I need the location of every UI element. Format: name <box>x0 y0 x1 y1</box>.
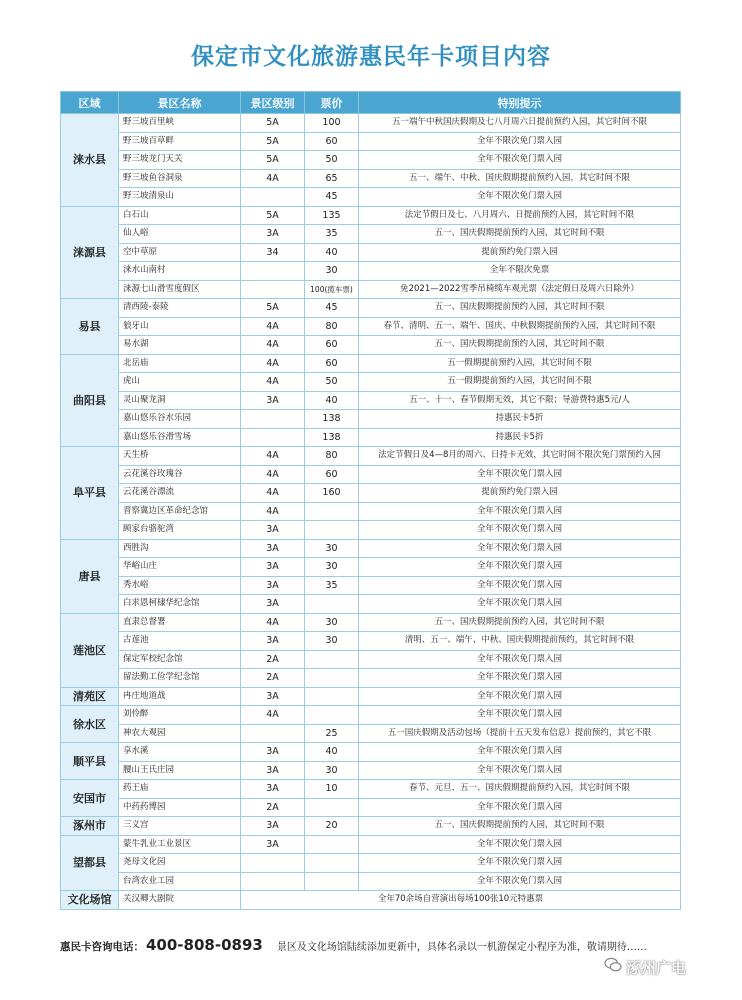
scenic-level: 3A <box>241 835 305 854</box>
attraction-name: 空中草原 <box>119 243 241 262</box>
ticket-price: 100(揽车票) <box>305 280 359 299</box>
table-row <box>61 114 681 133</box>
attraction-name: 古莲池 <box>119 632 241 651</box>
table-row <box>61 484 681 503</box>
ticket-price: 60 <box>305 336 359 355</box>
scenic-level: 4A <box>241 484 305 503</box>
special-note: 全年不限次免门票入园 <box>359 465 681 484</box>
scenic-level: 3A <box>241 539 305 558</box>
scenic-level: 5A <box>241 132 305 151</box>
special-note: 春节、元旦、五一、国庆假期提前预约入园，其它时间不限 <box>359 780 681 799</box>
special-note: 全年不限次免门票入园 <box>359 761 681 780</box>
ticket-price: 40 <box>305 743 359 762</box>
scenic-level: 3A <box>241 687 305 706</box>
ticket-price <box>305 706 359 725</box>
scenic-level <box>241 188 305 207</box>
ticket-price <box>305 854 359 873</box>
region-cell: 涞源县 <box>61 206 119 299</box>
scenic-level <box>241 262 305 281</box>
ticket-price: 138 <box>305 428 359 447</box>
special-note: 全年不限次免门票入园 <box>359 558 681 577</box>
region-cell: 阜平县 <box>61 447 119 540</box>
ticket-price: 135 <box>305 206 359 225</box>
scenic-level: 3A <box>241 576 305 595</box>
scenic-level: 5A <box>241 299 305 318</box>
special-note: 提前预约免门票入园 <box>359 243 681 262</box>
table-row <box>61 632 681 651</box>
attraction-name: 云花溪谷玫瑰谷 <box>119 465 241 484</box>
ticket-price: 45 <box>305 188 359 207</box>
table-row <box>61 502 681 521</box>
ticket-price: 65 <box>305 169 359 188</box>
table-row <box>61 650 681 669</box>
special-note: 全年不限次免门票入园 <box>359 669 681 688</box>
ticket-price <box>305 669 359 688</box>
special-note: 全年不限次免门票入园 <box>359 576 681 595</box>
table-row <box>61 798 681 817</box>
ticket-price: 60 <box>305 354 359 373</box>
attraction-name: 中药药博园 <box>119 798 241 817</box>
scenic-level <box>241 854 305 873</box>
table-row <box>61 225 681 244</box>
scenic-level: 5A <box>241 114 305 133</box>
ticket-price: 40 <box>305 391 359 410</box>
attraction-name: 易水湖 <box>119 336 241 355</box>
table-row <box>61 280 681 299</box>
special-note: 提前预约免门票入园 <box>359 484 681 503</box>
attraction-name: 蒙牛乳业工业景区 <box>119 835 241 854</box>
special-note: 全年不限次免门票入园 <box>359 854 681 873</box>
ticket-price <box>305 502 359 521</box>
attraction-name: 冉庄地道战 <box>119 687 241 706</box>
ticket-price: 80 <box>305 447 359 466</box>
scenic-level: 2A <box>241 669 305 688</box>
scenic-level: 3A <box>241 225 305 244</box>
attractions-table <box>60 91 681 910</box>
scenic-level: 2A <box>241 798 305 817</box>
attraction-name: 腰山王氏庄园 <box>119 761 241 780</box>
scenic-level: 3A <box>241 817 305 836</box>
table-row <box>61 780 681 799</box>
table-body <box>61 114 681 910</box>
attraction-name: 白求恩柯棣华纪念馆 <box>119 595 241 614</box>
table-row <box>61 299 681 318</box>
ticket-price <box>305 835 359 854</box>
special-note: 持惠民卡5折 <box>359 428 681 447</box>
scenic-level: 34 <box>241 243 305 262</box>
ticket-price: 35 <box>305 225 359 244</box>
table-row <box>61 743 681 762</box>
special-note: 五一假期提前预约入园，其它时间不限 <box>359 354 681 373</box>
region-cell: 文化场馆 <box>61 891 119 910</box>
ticket-price: 30 <box>305 558 359 577</box>
table-row <box>61 706 681 725</box>
attraction-name: 享水溪 <box>119 743 241 762</box>
attraction-name: 直隶总督署 <box>119 613 241 632</box>
table-row <box>61 761 681 780</box>
special-note: 全年不限次免门票入园 <box>359 521 681 540</box>
special-note: 五一假期提前预约入园，其它时间不限 <box>359 373 681 392</box>
scenic-level: 4A <box>241 373 305 392</box>
region-cell: 唐县 <box>61 539 119 613</box>
special-note: 清明、五一、端午、中秋、国庆假期提前预约，其它时间不限 <box>359 632 681 651</box>
special-note: 五一、国庆假期提前预约入园，其它时间不限 <box>359 299 681 318</box>
table-row <box>61 354 681 373</box>
table-row <box>61 872 681 891</box>
special-note: 全年不限次免门票入园 <box>359 687 681 706</box>
scenic-level: 4A <box>241 317 305 336</box>
ticket-price: 50 <box>305 151 359 170</box>
special-note: 全年不限次免门票入园 <box>359 872 681 891</box>
attraction-name: 刘伶醉 <box>119 706 241 725</box>
ticket-price: 100 <box>305 114 359 133</box>
table-row <box>61 391 681 410</box>
special-note: 全年不限次免门票入园 <box>359 188 681 207</box>
ticket-price: 30 <box>305 632 359 651</box>
table-row <box>61 151 681 170</box>
ticket-price <box>305 650 359 669</box>
attraction-name: 关汉卿大剧院 <box>119 891 241 910</box>
ticket-price: 30 <box>305 539 359 558</box>
scenic-level: 4A <box>241 336 305 355</box>
attraction-name: 仙人峪 <box>119 225 241 244</box>
region-cell: 莲池区 <box>61 613 119 687</box>
ticket-price: 50 <box>305 373 359 392</box>
scenic-level <box>241 280 305 299</box>
table-row <box>61 835 681 854</box>
attraction-name: 尧母文化园 <box>119 854 241 873</box>
table-row <box>61 410 681 429</box>
table-row <box>61 206 681 225</box>
region-cell: 涿州市 <box>61 817 119 836</box>
ticket-price: 80 <box>305 317 359 336</box>
special-note: 全年不限次免门票入园 <box>359 539 681 558</box>
attraction-name: 野三坡百草畔 <box>119 132 241 151</box>
table-header-row <box>61 92 681 114</box>
table-row <box>61 891 681 910</box>
special-note: 全年不限次免门票入园 <box>359 502 681 521</box>
attraction-name: 药王庙 <box>119 780 241 799</box>
special-note: 全年不限次免门票入园 <box>359 132 681 151</box>
region-cell: 涞水县 <box>61 114 119 207</box>
ticket-price <box>305 595 359 614</box>
scenic-level: 4A <box>241 613 305 632</box>
ticket-price <box>305 872 359 891</box>
ticket-price: 30 <box>305 613 359 632</box>
special-note: 五一国庆假期及活动包场（提前十五天发布信息）提前预约，其它不限 <box>359 724 681 743</box>
scenic-level: 2A <box>241 650 305 669</box>
special-note: 五一、国庆假期提前预约入园，其它时间不限 <box>359 336 681 355</box>
special-note: 法定节假日及七、八月周六、日提前预约入园，其它时间不限 <box>359 206 681 225</box>
table-row <box>61 188 681 207</box>
footer <box>60 936 700 954</box>
attraction-name: 野三坡百里峡 <box>119 114 241 133</box>
special-note: 持惠民卡5折 <box>359 410 681 429</box>
attraction-name: 虎山 <box>119 373 241 392</box>
special-note: 五一端午中秋国庆假期及七八月周六日提前预约入园，其它时间不限 <box>359 114 681 133</box>
header-price: 票价 <box>305 92 359 114</box>
table-row <box>61 539 681 558</box>
scenic-level: 3A <box>241 761 305 780</box>
attraction-name: 晋察冀边区革命纪念馆 <box>119 502 241 521</box>
table-row <box>61 428 681 447</box>
ticket-price: 60 <box>305 465 359 484</box>
attraction-name: 灵山聚龙洞 <box>119 391 241 410</box>
table-row <box>61 576 681 595</box>
attraction-name: 神农大观园 <box>119 724 241 743</box>
region-cell: 安国市 <box>61 780 119 817</box>
ticket-price: 60 <box>305 132 359 151</box>
scenic-level: 3A <box>241 780 305 799</box>
scenic-level: 3A <box>241 743 305 762</box>
table-row <box>61 595 681 614</box>
ticket-price: 30 <box>305 761 359 780</box>
page-title: 保定市文化旅游惠民年卡项目内容 <box>191 44 551 70</box>
footer-note: 景区及文化场馆陆续添加更新中，具体名录以一机游保定小程序为准，敬请期待…… <box>276 942 647 953</box>
scenic-level: 4A <box>241 169 305 188</box>
ticket-price <box>305 687 359 706</box>
attraction-name: 顾家台骆驼湾 <box>119 521 241 540</box>
special-note: 五一、十一、春节假期无效，其它不限；导游费特惠5元/人 <box>359 391 681 410</box>
special-note: 全年不限次免门票入园 <box>359 650 681 669</box>
scenic-level: 4A <box>241 502 305 521</box>
header-level: 景区级别 <box>241 92 305 114</box>
table-row <box>61 669 681 688</box>
header-region: 区域 <box>61 92 119 114</box>
special-note: 春节、清明、五一、端午、国庆、中秋假期提前预约入园，其它时间不限 <box>359 317 681 336</box>
table-row <box>61 373 681 392</box>
special-note: 全年不限次免门票入园 <box>359 743 681 762</box>
ticket-price: 160 <box>305 484 359 503</box>
table-row <box>61 336 681 355</box>
ticket-price <box>305 798 359 817</box>
ticket-price: 20 <box>305 817 359 836</box>
attraction-name: 清西陵-泰陵 <box>119 299 241 318</box>
table-row <box>61 558 681 577</box>
table-row <box>61 132 681 151</box>
special-note: 全年不限次免门票入园 <box>359 835 681 854</box>
special-note: 五一、国庆假期提前预约入园，其它时间不限 <box>359 225 681 244</box>
region-cell: 清苑区 <box>61 687 119 706</box>
special-note: 全年不限次免门票入园 <box>359 595 681 614</box>
scenic-level: 4A <box>241 447 305 466</box>
attraction-name: 台湾农业工园 <box>119 872 241 891</box>
special-note: 全年不限次免票 <box>359 262 681 281</box>
scenic-level <box>241 724 305 743</box>
wechat-icon <box>604 957 622 977</box>
attraction-name: 嘉山悠乐谷水乐园 <box>119 410 241 429</box>
ticket-price: 45 <box>305 299 359 318</box>
table-row <box>61 521 681 540</box>
attraction-name: 秀水峪 <box>119 576 241 595</box>
ticket-price: 35 <box>305 576 359 595</box>
region-cell: 曲阳县 <box>61 354 119 447</box>
region-cell: 易县 <box>61 299 119 355</box>
scenic-level: 4A <box>241 706 305 725</box>
table-row <box>61 687 681 706</box>
ticket-price: 40 <box>305 243 359 262</box>
table-row <box>61 169 681 188</box>
special-note: 全年不限次免门票入园 <box>359 151 681 170</box>
scenic-level: 4A <box>241 354 305 373</box>
scenic-level <box>241 410 305 429</box>
ticket-price: 25 <box>305 724 359 743</box>
table-row <box>61 465 681 484</box>
attraction-name: 涞水山南村 <box>119 262 241 281</box>
scenic-level: 3A <box>241 595 305 614</box>
attraction-name: 涞源七山滑雪度假区 <box>119 280 241 299</box>
attraction-name: 北岳庙 <box>119 354 241 373</box>
attraction-name: 狼牙山 <box>119 317 241 336</box>
scenic-level: 3A <box>241 521 305 540</box>
attraction-name: 三义宫 <box>119 817 241 836</box>
special-note: 全年70余场自营演出每场100张10元特惠票 <box>241 891 681 910</box>
table-row <box>61 262 681 281</box>
watermark <box>604 957 686 977</box>
table-row <box>61 724 681 743</box>
table-row <box>61 447 681 466</box>
attraction-name: 云花溪谷漂流 <box>119 484 241 503</box>
scenic-level <box>241 428 305 447</box>
hotline-phone: 400-808-0893 <box>146 936 263 954</box>
table-row <box>61 854 681 873</box>
scenic-level: 3A <box>241 558 305 577</box>
table-row <box>61 243 681 262</box>
special-note: 全年不限次免门票入园 <box>359 798 681 817</box>
footer-label: 惠民卡咨询电话： <box>60 941 144 953</box>
ticket-price <box>305 521 359 540</box>
header-name: 景区名称 <box>119 92 241 114</box>
special-note: 法定节假日及4—8月的周六、日持卡无效，其它时间不限次免门票预约入园 <box>359 447 681 466</box>
attraction-name: 白石山 <box>119 206 241 225</box>
scenic-level: 5A <box>241 206 305 225</box>
special-note: 免2021—2022雪季吊椅缆车观光票（法定假日及周六日除外） <box>359 280 681 299</box>
attraction-name: 野三坡清泉山 <box>119 188 241 207</box>
special-note: 五一、国庆假期提前预约入园，其它时间不限 <box>359 817 681 836</box>
special-note: 全年不限次免门票入园 <box>359 706 681 725</box>
scenic-level: 3A <box>241 391 305 410</box>
attraction-name: 留法勤工俭学纪念馆 <box>119 669 241 688</box>
attraction-name: 华峪山庄 <box>119 558 241 577</box>
region-cell: 顺平县 <box>61 743 119 780</box>
ticket-price: 10 <box>305 780 359 799</box>
region-cell: 徐水区 <box>61 706 119 743</box>
table-row <box>61 817 681 836</box>
attraction-name: 嘉山悠乐谷滑雪场 <box>119 428 241 447</box>
attraction-name: 西胜沟 <box>119 539 241 558</box>
ticket-price: 30 <box>305 262 359 281</box>
ticket-price: 138 <box>305 410 359 429</box>
table-row <box>61 317 681 336</box>
watermark-text: 涿州广电 <box>626 958 687 977</box>
attraction-name: 天生桥 <box>119 447 241 466</box>
attraction-name: 野三坡龙门天关 <box>119 151 241 170</box>
scenic-level <box>241 872 305 891</box>
attraction-name: 野三坡鱼谷洞泉 <box>119 169 241 188</box>
scenic-level: 4A <box>241 465 305 484</box>
special-note: 五一、国庆假期提前预约入园，其它时间不限 <box>359 613 681 632</box>
table-row <box>61 613 681 632</box>
header-note: 特别提示 <box>359 92 681 114</box>
attraction-name: 保定军校纪念馆 <box>119 650 241 669</box>
special-note: 五一、端午、中秋、国庆假期提前预约入园，其它时间不限 <box>359 169 681 188</box>
scenic-level: 3A <box>241 632 305 651</box>
region-cell: 望都县 <box>61 835 119 891</box>
scenic-level: 5A <box>241 151 305 170</box>
